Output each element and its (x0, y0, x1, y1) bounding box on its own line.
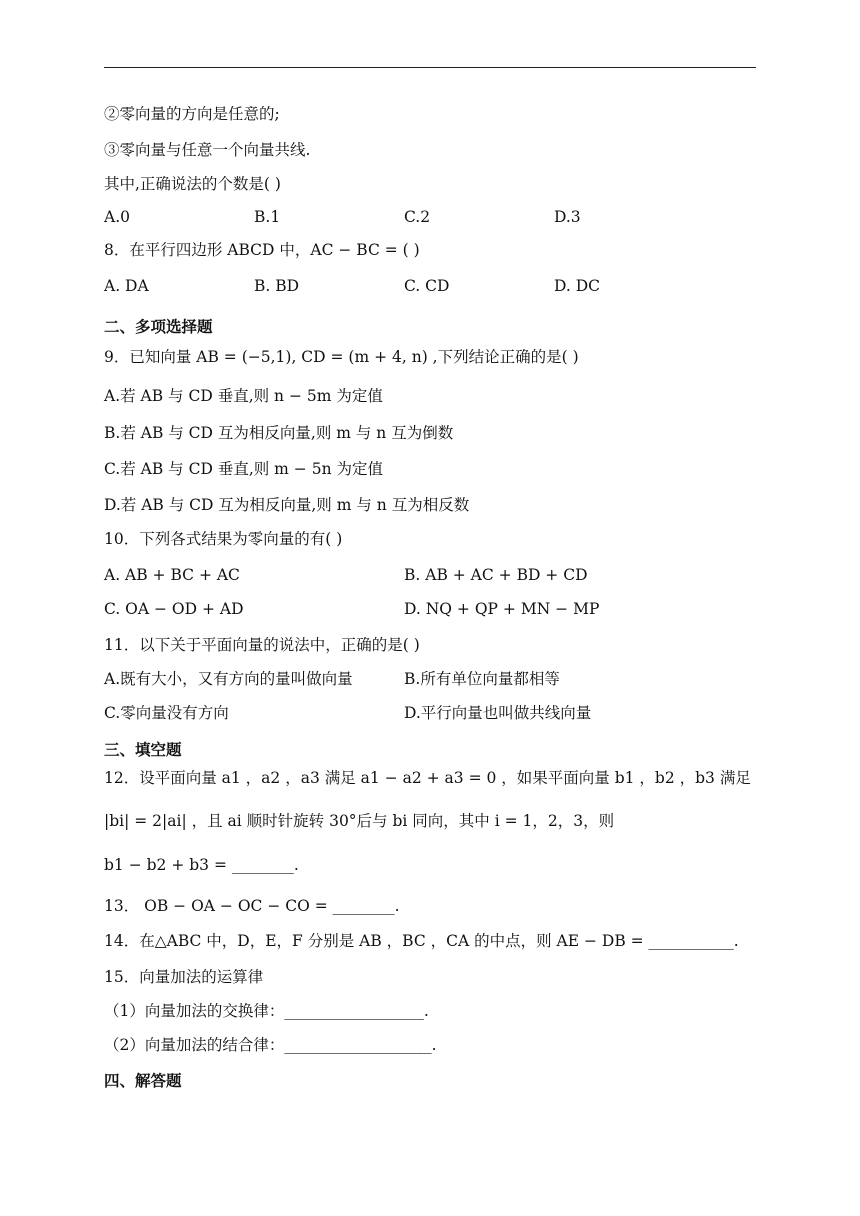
q9-option-b: B.若 AB 与 CD 互为相反向量,则 m 与 n 互为倒数 (104, 424, 454, 442)
q7-option-a: A.0 (104, 208, 130, 226)
question-14: 14．在△ABC 中，D，E，F 分别是 AB ，BC ，CA 的中点，则 AE − DB = ___________. (104, 932, 739, 950)
statement-2: ②零向量的方向是任意的; (104, 105, 280, 123)
q11-option-d: D.平行向量也叫做共线向量 (404, 704, 592, 722)
q11-option-b: B.所有单位向量都相等 (404, 670, 560, 688)
q8-option-b: B. BD (254, 277, 300, 295)
question-13: 13． OB − OA − OC − CO = ________. (104, 897, 400, 915)
question-9-stem: 9．已知向量 AB = (−5,1), CD = (m + 4, n) ,下列结论正确的是( ) (104, 348, 579, 366)
q8-option-c: C. CD (404, 277, 450, 295)
q9-option-d: D.若 AB 与 CD 互为相反向量,则 m 与 n 互为相反数 (104, 496, 470, 514)
section-heading-3: 三、填空题 (104, 741, 182, 759)
question-12-line-1: 12．设平面向量 a1 ，a2 ，a3 满足 a1 − a2 + a3 = 0 ，如果平面向量 b1 ，b2 ，b3 满足 (104, 769, 751, 787)
q11-option-a: A.既有大小，又有方向的量叫做向量 (104, 670, 353, 688)
q9-option-c: C.若 AB 与 CD 垂直,则 m − 5n 为定值 (104, 460, 383, 478)
q8-option-a: A. DA (104, 277, 149, 295)
question-11-stem: 11．以下关于平面向量的说法中，正确的是( ) (104, 636, 420, 654)
question-15-part-2: （2）向量加法的结合律：___________________. (104, 1036, 437, 1054)
section-heading-4: 四、解答题 (104, 1072, 182, 1090)
q7-option-d: D.3 (554, 208, 581, 226)
question-15-stem: 15．向量加法的运算律 (104, 968, 264, 986)
question-10-stem: 10．下列各式结果为零向量的有( ) (104, 530, 343, 548)
q10-option-a: A. AB + BC + AC (104, 566, 240, 584)
question-12-line-2: |bi| = 2|ai| ，且 ai 顺时针旋转 30°后与 bi 同向，其中 i = 1，2，3，则 (104, 812, 615, 830)
question-15-part-1: （1）向量加法的交换律：__________________. (104, 1002, 429, 1020)
question-8-stem: 8．在平行四边形 ABCD 中，AC − BC = ( ) (104, 241, 420, 259)
section-heading-2: 二、多项选择题 (104, 318, 213, 336)
q9-option-a: A.若 AB 与 CD 垂直,则 n − 5m 为定值 (104, 387, 383, 405)
q11-option-c: C.零向量没有方向 (104, 704, 229, 722)
q8-option-d: D. DC (554, 277, 601, 295)
q10-option-b: B. AB + AC + BD + CD (404, 566, 588, 584)
q7-option-b: B.1 (254, 208, 281, 226)
q10-option-c: C. OA − OD + AD (104, 600, 244, 618)
question-12-line-3: b1 − b2 + b3 = ________. (104, 856, 299, 874)
q10-option-d: D. NQ + QP + MN − MP (404, 600, 600, 618)
header-rule (104, 67, 756, 68)
statement-3: ③零向量与任意一个向量共线. (104, 141, 311, 159)
question-7-stem: 其中,正确说法的个数是( ) (104, 175, 281, 193)
q7-option-c: C.2 (404, 208, 431, 226)
